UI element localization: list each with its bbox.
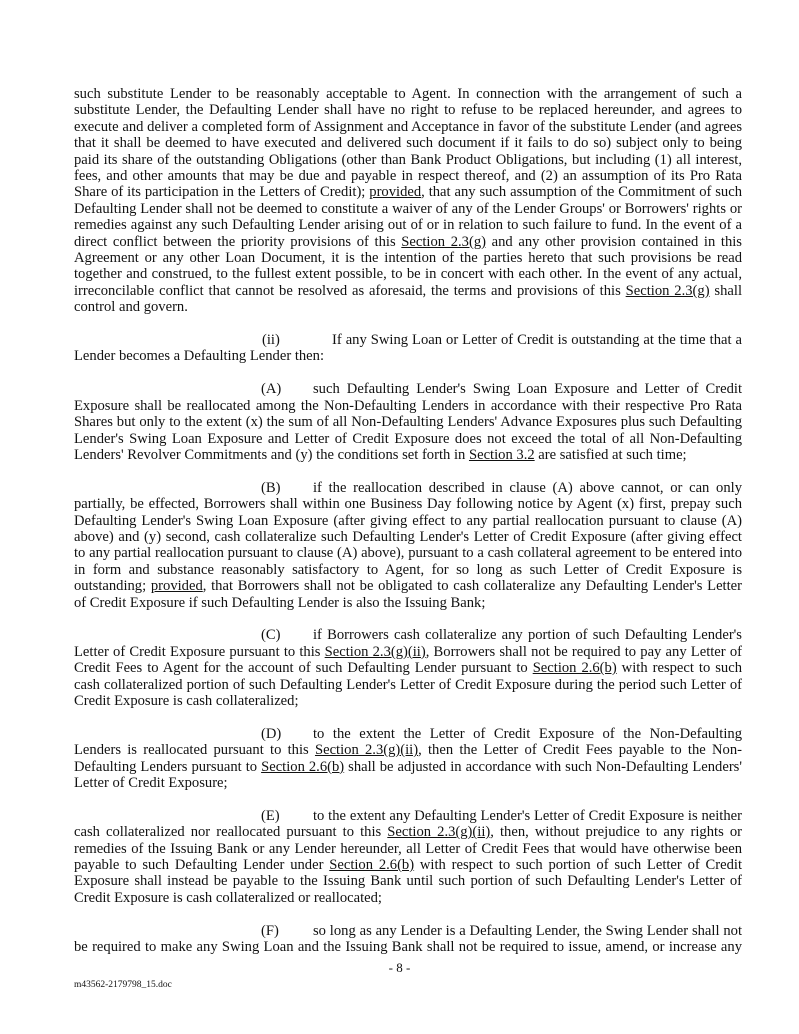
text: if Borrowers cash collateralize any portion of such Defaulting Lender's Letter of Credit Exposure pursuant to this — [74, 627, 742, 660]
section-reference: Section 2.3(g) — [401, 233, 486, 250]
text: to the extent any Defaulting Lender's Letter of Credit Exposure is neither cash collateralized nor reallocated pursuant to this — [74, 807, 742, 841]
clause-label: (B) — [261, 479, 281, 496]
paragraph-clause-c — [74, 627, 742, 709]
text: with respect to such portion of such Letter of Credit Exposure shall instead be payable to the Issuing Bank until such portion of such Defaulting Lender's Letter of Credit Exposure is cash collateralized or reallocated; — [74, 857, 743, 906]
clause-label: (F) — [261, 922, 279, 939]
document-body — [74, 86, 742, 972]
paragraph-clause-b — [74, 480, 742, 611]
paragraph-clause-e — [74, 808, 742, 906]
text: If any Swing Loan or Letter of Credit is outstanding at the time that a Lender becomes a Defaulting Lender then: — [74, 332, 742, 365]
section-reference: Section 2.6(b) — [532, 660, 617, 677]
document-id: m43562-2179798_15.doc — [74, 980, 172, 990]
provided-term: provided — [369, 184, 422, 201]
clause-label: (E) — [261, 807, 280, 824]
paragraph-ii — [74, 332, 742, 365]
text: , that any such assumption of the Commitment of such Defaulting Lender shall not be deemed to constitute a waiver of any of the Lender Groups' or Borrowers' rights or remedies against any such Defaulting Lender arising out of or in relation to such failure to fund. In the event of a direct conflict between the priority provisions of this — [74, 184, 742, 250]
section-reference: Section 2.6(b) — [329, 857, 415, 873]
text: if the reallocation described in clause (A) above cannot, or can only partially, be effected, Borrowers shall within one Business Day following notice by Agent (x) first, prepay such Defaulting Lender's Swing Loan Exposure (after giving effect to any partial reallocation pursuant to clause (A) above) and (y) second, cash collateralize such Defaulting Lender's Letter of Credit Exposure (after giving effect to any partial reallocation pursuant to clause (A) above), pursuant to a cash collateral agreement to be entered into in form and substance reasonably satisfactory to Agent, for so long as such Letter of Credit Exposure is outstanding; — [74, 479, 742, 595]
text: with respect to such cash collateralized portion of such Defaulting Lender's Letter of Credit Exposure during the period such Letter of Credit Exposure is cash collateralized; — [74, 660, 743, 709]
clause-label: (C) — [261, 627, 281, 644]
section-reference: Section 2.6(b) — [261, 758, 345, 775]
text: such substitute Lender to be reasonably acceptable to Agent. In connection with the arrangement of such a substitute Lender, the Defaulting Lender shall have no right to refuse to be replaced hereunder, and agrees to execute and deliver a completed form of Assignment and Acceptance in favor of the substitute Lender (and agrees that it shall be deemed to have executed and delivered such document if it fails to do so) subject only to being paid its share of the outstanding Obligations (other than Bank Product Obligations, but including (1) all interest, fees, and other amounts that may be due and payable in respect thereof, and (2) an assumption of its Pro Rata Share of its participation in the Letters of Credit); — [74, 86, 742, 201]
text: shall be adjusted in accordance with such Non-Defaulting Lenders' Letter of Credit Exposure; — [74, 758, 742, 791]
text: such Defaulting Lender's Swing Loan Exposure and Letter of Credit Exposure shall be reallocated among the Non-Defaulting Lenders in accordance with their respective Pro Rata Shares but only to the extent (x) the sum of all Non-Defaulting Lenders' Advance Exposures plus such Defaulting Lender's Swing Loan Exposure and Letter of Credit Exposure does not exceed the total of all Non-Defaulting Lenders' Revolver Commitments and (y) the conditions set forth in — [74, 381, 742, 463]
clause-label: (ii) — [262, 332, 280, 349]
paragraph-clause-f — [74, 923, 742, 956]
text: are satisfied at such time; — [534, 446, 687, 463]
paragraph-clause-a — [74, 381, 742, 463]
section-reference: Section 2.3(g)(ii) — [387, 824, 491, 841]
provided-term: provided — [150, 578, 203, 595]
text: so long as any Lender is a Defaulting Lender, the Swing Lender shall not be required to make any Swing Loan and the Issuing Bank shall not be required to issue, amend, or increase any — [74, 922, 742, 956]
text: , then, without prejudice to any rights or remedies of the Issuing Bank or any Lender hereunder, all Letter of Credit Fees that would have otherwise been payable to such Defaulting Lender under — [74, 824, 742, 873]
section-reference: Section 2.3(g) — [625, 282, 710, 299]
section-reference: Section 2.3(g)(ii) — [314, 742, 419, 759]
clause-label: (A) — [261, 381, 282, 398]
page-number: - 8 - — [388, 960, 411, 975]
text: , that Borrowers shall not be obligated to cash collateralize any Defaulting Lender's Letter of Credit Exposure if such Defaulting Lender is also the Issuing Bank; — [74, 578, 742, 611]
text: , Borrowers shall not be required to pay any Letter of Credit Fees to Agent for the account of such Defaulting Lender pursuant to — [74, 643, 742, 677]
text: shall control and govern. — [74, 282, 742, 316]
text: , then the Letter of Credit Fees payable to the Non-Defaulting Lenders pursuant to — [74, 742, 743, 775]
section-reference: Section 2.3(g)(ii) — [324, 643, 426, 660]
paragraph-substitute-lender — [74, 86, 742, 316]
text: to the extent the Letter of Credit Exposure of the Non-Defaulting Lenders is reallocated pursuant to this — [74, 725, 742, 759]
text: and any other provision contained in this Agreement or any other Loan Document, it is the intention of the parties hereto that such provisions be read together and construed, to the fullest extent possible, to be in concert with each other. In the event of any actual, irreconcilable conflict that cannot be resolved as aforesaid, the terms and provisions of this — [74, 233, 742, 299]
clause-label: (D) — [261, 725, 282, 742]
paragraph-clause-d — [74, 726, 742, 792]
section-reference: Section 3.2 — [468, 446, 535, 463]
